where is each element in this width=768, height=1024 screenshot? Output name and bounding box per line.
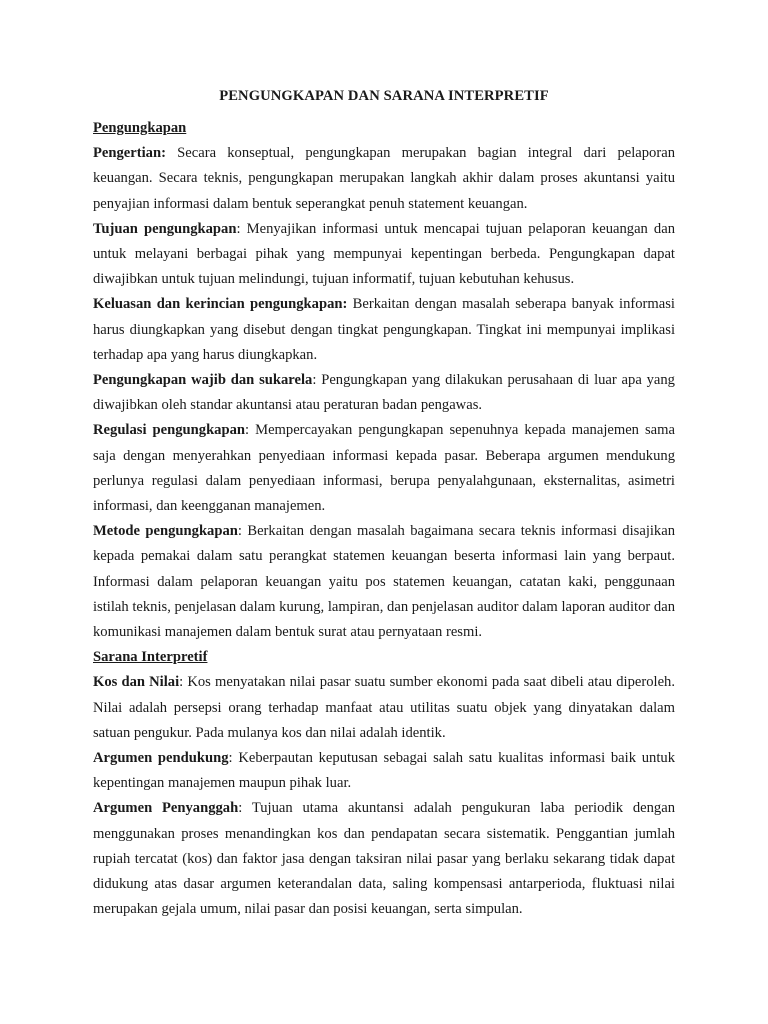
- paragraph-wajib-sukarela: [93, 368, 675, 418]
- paragraph-text: Berkaitan dengan masalah seberapa banyak informasi harus diungkapkan yang disebut dengan tingkat pengungkapan. Tingkat ini mempunyai implikasi terhadap apa yang harus diungkapkan.: [93, 296, 675, 363]
- paragraph-keluasan-kerincian: [93, 292, 675, 368]
- paragraph-text: Secara konseptual, pengungkapan merupakan bagian integral dari pelaporan keuangan. Secara teknis, pengungkapan merupakan langkah akhir dalam proses akuntansi yaitu penyajian informasi dalam bentuk seperangkat penuh statement keuangan.: [93, 145, 675, 212]
- document-page: [93, 86, 675, 923]
- paragraph-text: : Berkaitan dengan masalah bagaimana secara teknis informasi disajikan kepada pemakai dalam satu perangkat statemen keuangan beserta informasi lain yang berpaut. Informasi dalam pelaporan keuangan yaitu pos statemen keuangan, catatan kaki, penggunaan istilah teknis, penjelasan dalam kurung, lampiran, dan penjelasan auditor dalam laporan auditor dan komunikasi manajemen dalam bentuk surat atau pernyataan resmi.: [93, 523, 675, 641]
- paragraph-term: Argumen pendukung: [93, 750, 229, 767]
- paragraph-text: : Kos menyatakan nilai pasar suatu sumber ekonomi pada saat dibeli atau diperoleh. Nilai adalah persepsi orang terhadap manfaat atau utilitas suatu objek yang dinyatakan dalam satuan pengukur. Pada mulanya kos dan nilai adalah identik.: [93, 674, 675, 741]
- paragraph-term: Pengertian:: [93, 145, 166, 162]
- paragraph-term: Tujuan pengungkapan: [93, 220, 237, 237]
- paragraph-argumen-pendukung: [93, 746, 675, 796]
- paragraph-term: Regulasi pengungkapan: [93, 422, 246, 439]
- paragraph-text: : Keberpautan keputusan sebagai salah satu kualitas informasi baik untuk kepentingan manajemen maupun pihak luar.: [93, 750, 676, 792]
- paragraph-argumen-penyanggah: [93, 796, 675, 922]
- paragraph-pengertian: [93, 141, 675, 217]
- section-heading-pengungkapan: Pengungkapan: [93, 120, 187, 136]
- document-title: PENGUNGKAPAN DAN SARANA INTERPRETIF: [219, 88, 549, 104]
- section-heading-sarana-interpretif: Sarana Interpretif: [93, 649, 208, 666]
- paragraph-regulasi: [93, 418, 675, 519]
- paragraph-metode: [93, 519, 675, 645]
- paragraph-text: : Tujuan utama akuntansi adalah pengukuran laba periodik dengan menggunakan proses menandingkan kos dan pendapatan secara sistematik. Penggantian jumlah rupiah tercatat (kos) dan faktor jasa dengan taksiran nilai pasar yang berlaku sekarang tidak dapat didukung atas dasar argumen keterandalan data, saling kompensasi antarperioda, fluktuasi nilai merupakan gejala umum, nilai pasar dan posisi keuangan, serta simpulan.: [93, 800, 676, 918]
- paragraph-term: Kos dan Nilai: [93, 674, 180, 691]
- paragraph-kos-nilai: [93, 670, 675, 746]
- paragraph-text: : Mempercayakan pengungkapan sepenuhnya kepada manajemen sama saja dengan menyerahkan penyediaan informasi kepada pasar. Beberapa argumen mendukung perlunya regulasi dalam penyediaan informasi, berupa penyalahgunaan, eksternalitas, asimetri informasi, dan keengganan manajemen.: [93, 422, 675, 515]
- paragraph-term: Keluasan dan kerincian pengungkapan:: [93, 296, 348, 313]
- paragraph-term: Pengungkapan wajib dan sukarela: [93, 372, 313, 389]
- paragraph-term: Metode pengungkapan: [93, 523, 238, 540]
- paragraph-term: Argumen Penyanggah: [93, 800, 239, 817]
- paragraph-text: : Menyajikan informasi untuk mencapai tujuan pelaporan keuangan dan untuk melayani berbagai pihak yang mempunyai kepentingan berbeda. Pengungkapan dapat diwajibkan untuk tujuan melindungi, tujuan informatif, tujuan kebutuhan kehusus.: [93, 220, 675, 288]
- paragraph-tujuan-pengungkapan: [93, 217, 675, 293]
- paragraph-text: : Pengungkapan yang dilakukan perusahaan di luar apa yang diwajibkan oleh standar akuntansi atau peraturan badan pengawas.: [93, 372, 675, 414]
